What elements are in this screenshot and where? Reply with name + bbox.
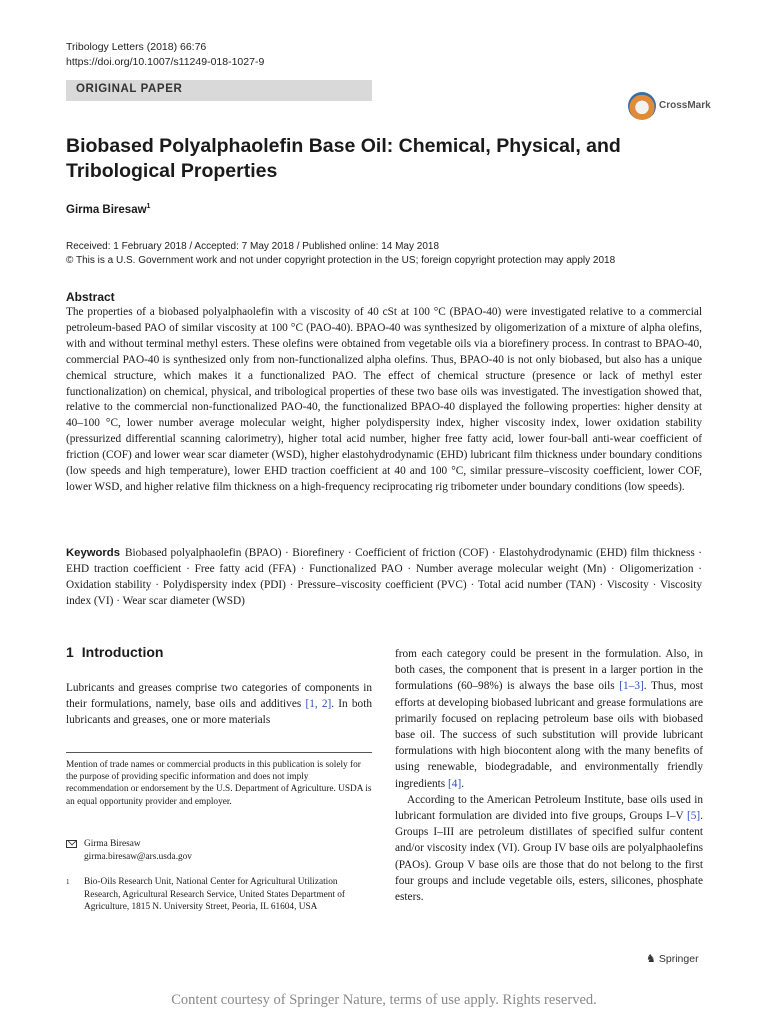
paragraph-text: . In both lubricants and greases, one or more materials	[66, 698, 372, 727]
section-title: Introduction	[81, 644, 164, 660]
crossmark-label: CrossMark	[659, 100, 711, 111]
keywords-list: Biobased polyalphaolefin (BPAO) · Biorefinery · Coefficient of friction (COF) · Elastohydrodynamic (EHD) film thickness · EHD traction coefficient · Free fatty acid (FFA) · Functionalized PAO · Number average molecular weight (Mn) · Oligomerization · Oxidation stability · Polydispersity index (PDI) · Pressure–viscosity coefficient (PVC) · Total acid number (TAN) · Viscosity · Viscosity index (VI) · Wear scar diameter (WSD)	[66, 547, 702, 607]
journal-header	[66, 40, 264, 70]
publication-dates	[66, 240, 615, 268]
right-column-text	[395, 646, 703, 905]
paragraph-text: Lubricants and greases comprise two categories of components in their formulations, namely, base oils and additives	[66, 682, 372, 711]
publisher-name: Springer	[658, 953, 699, 965]
history-dates: Received: 1 February 2018 / Accepted: 7 May 2018 / Published online: 14 May 2018	[66, 241, 440, 252]
contact-email[interactable]: girma.biresaw@ars.usda.gov	[84, 851, 192, 862]
contact-name: Girma Biresaw	[84, 839, 141, 849]
doi-link[interactable]: https://doi.org/10.1007/s11249-018-1027-9	[66, 56, 265, 68]
affiliation-text: Bio-Oils Research Unit, National Center for Agricultural Utilization Research, Agricultural Research Service, United States Department of Agriculture, 1815 N. University Street, Peoria, IL 61604, USA	[84, 877, 345, 913]
author-name[interactable]: Girma Biresaw	[66, 203, 147, 216]
affiliation-marker: 1	[66, 878, 70, 886]
section-heading	[66, 644, 163, 660]
author-line	[66, 203, 150, 216]
paragraph-text: . Groups I–III are petroleum distillates of specified sulfur content and/or viscosity index (VI). Group IV base oils are polyalphaolefins (PAOs). Group V base oils are those that do not belong to the first four groups and include vegetable oils, esters, silicones, phosphate esters.	[395, 810, 703, 904]
citation-link[interactable]: [5]	[686, 810, 701, 823]
intro-paragraph-3	[395, 792, 703, 905]
copyright-notice: © This is a U.S. Government work and not under copyright protection in the US; foreign copyright protection may apply 2018	[66, 255, 616, 266]
article-type-label: ORIGINAL PAPER	[76, 83, 183, 95]
citation-link[interactable]: [1–3]	[619, 680, 644, 693]
paragraph-text: from each category could be present in the formulation. Also, in both cases, the component that is present in a larger portion in the formulations (60–98%) is always the base oils	[395, 648, 703, 693]
section-number: 1	[66, 644, 74, 660]
intro-paragraph-2	[395, 646, 703, 792]
paragraph-text: .	[461, 777, 465, 790]
courtesy-watermark: Content courtesy of Springer Nature, terms of use apply. Rights reserved.	[171, 992, 597, 1008]
citation-link[interactable]: [1, 2]	[305, 698, 332, 711]
article-type-badge	[66, 80, 372, 101]
springer-horse-icon: ♞	[646, 953, 656, 965]
paper-title: Biobased Polyalphaolefin Base Oil: Chemical, Physical, and Tribological Properties	[66, 135, 621, 182]
crossmark-button[interactable]	[628, 92, 732, 122]
keywords-heading: Keywords	[66, 547, 120, 559]
footnote-divider	[66, 752, 372, 753]
abstract-heading: Abstract	[66, 290, 115, 304]
envelope-icon	[66, 840, 77, 848]
crossmark-icon	[628, 92, 656, 120]
publisher-logo	[646, 952, 699, 965]
citation-link[interactable]: [4]	[448, 777, 462, 790]
paragraph-text: . Thus, most efforts at developing biobased lubricant and grease formulations are primarily focused on replacing petroleum base oils with biobased base oil. The success of such substitution will provide lubricant formulations with high biocontent along with the many benefits of using renewable, biodegradable, and environmentally friendly ingredients	[395, 680, 703, 790]
abstract-text: The properties of a biobased polyalphaolefin with a viscosity of 40 cSt at 100 °C (BPAO-40) were investigated relative to a commercial petroleum-based PAO of similar viscosity at 100 °C (PAO-40). BPAO-40 was synthesized by oligomerization of a mixture of alpha olefins, with and without terminal methyl esters. These olefins were obtained from vegetable oils via a biorefinery process. In contrast to BPAO-40, commercial PAO-40 is synthesized only from non-functionalized alpha olefins. Thus, BPAO-40 is not only biobased, but also has a unique chemical structure, which makes it a functionalized PAO. The effect of chemical structure (presence or lack of methyl ester functionalization) on chemical, physical, and tribological properties of these two base oils was investigated. The investigation showed that, relative to the commercial non-functionalized PAO-40, the functionalized BPAO-40 displayed the following properties: higher density at 40–100 °C, lower number average molecular weight, higher polydispersity index, higher viscosity index, lower oxidation stability (pressurized differential scanning calorimetry), higher total acid number, higher free fatty acid, lower four-ball anti-wear coefficient of friction (COF) and lower wear scar diameter (WSD), higher elastohydrodynamic (EHD) lubricant film thickness under boundary conditions (low speeds and high temperature), lower EHD traction coefficient at 40 and 100 °C, similar pressure–viscosity coefficient, lower COF, lower WSD, and higher relative film thickness on a high-frequency reciprocating rig tribometer under boundary conditions (low speeds).	[66, 306, 702, 493]
author-affiliation-marker: 1	[146, 203, 151, 210]
paragraph-text: According to the American Petroleum Institute, base oils used in lubricant formulation are divided into five groups, Groups I–V	[395, 793, 703, 823]
journal-citation: Tribology Letters (2018) 66:76	[66, 41, 207, 53]
keywords-block	[66, 545, 702, 609]
intro-paragraph-1	[66, 680, 372, 729]
disclaimer-footnote: Mention of trade names or commercial products in this publication is solely for the purpose of providing specific information and does not imply recommendation or endorsement by the U.S. Department of Agriculture. USDA is an equal opportunity provider and employer.	[66, 760, 372, 807]
left-column-text	[66, 680, 372, 729]
